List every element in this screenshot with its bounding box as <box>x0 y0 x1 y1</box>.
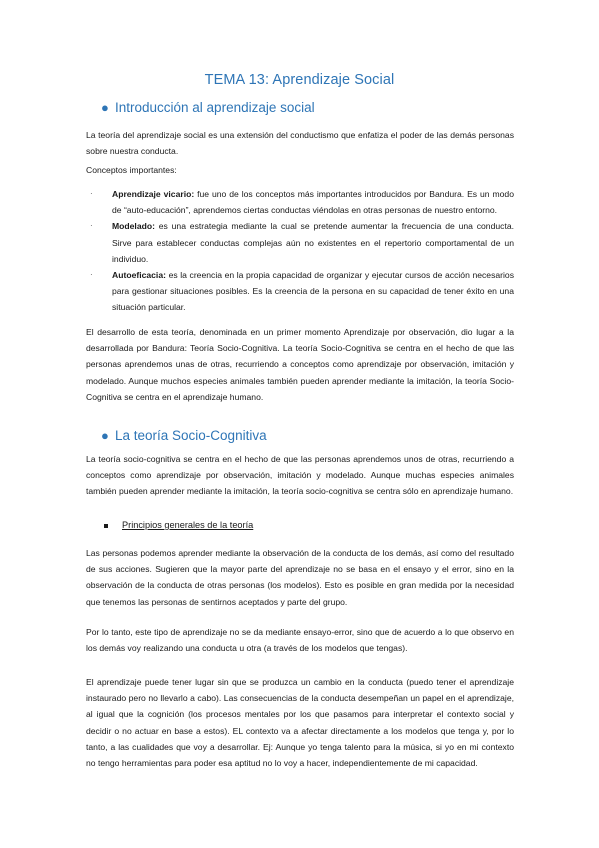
intro-paragraph: La teoría del aprendizaje social es una extensión del conductismo que enfatiza el poder de las demás personas sobre nuestra conducta. <box>86 130 514 157</box>
concepts-list <box>86 186 514 316</box>
concept-text: fue uno de los conceptos más importantes introducidos por Bandura. Es un modo de “auto-educación”, aprendemos ciertas conductas viéndolas en otras personas de nuestro entorno. <box>112 189 514 216</box>
section-heading-socio-cognitive <box>101 428 267 443</box>
subheading-text: Principios generales de la teoría <box>122 520 254 530</box>
list-item <box>86 267 514 316</box>
principles-paragraph-1: Las personas podemos aprender mediante la observación de la conducta de los demás, así como del resultado de sus acciones. Sugieren que la mayor parte del aprendizaje no se basa en el ensayo y el error, sino en la observación de la conducta de otras personas (los modelos). Esto es posible en gran medida por la necesidad que tenemos las personas de sentirnos aceptados y parte del grupo. <box>86 548 514 607</box>
dash-icon: · <box>90 221 93 231</box>
dash-icon: · <box>90 189 93 198</box>
principles-paragraph-2: Por lo tanto, este tipo de aprendizaje no se da mediante ensayo-error, sino que de acuerdo a lo que observo en los demás voy realizando una conducta u otra (a través de los modelos que tengas). <box>86 627 514 654</box>
socio-cognitive-intro: La teoría socio-cognitiva se centra en el hecho de que las personas aprendemos unos de otras, recurriendo a conceptos como aprendizaje por observación, imitación y modelado. Aunque muchas especies animales también pueden aprender mediante la imitación, la teoría socio-cognitiva se centra sólo en aprendizaje humano. <box>86 454 514 497</box>
section-heading-intro <box>101 100 315 115</box>
concept-term: Autoeficacia: <box>112 270 166 281</box>
concept-term: Aprendizaje vicario: <box>112 189 195 199</box>
bullet-icon: ● <box>101 100 109 115</box>
square-bullet-icon <box>104 524 108 528</box>
section-heading-text: Introducción al aprendizaje social <box>115 100 315 115</box>
list-item <box>86 218 514 267</box>
bullet-icon: ● <box>101 428 109 443</box>
principles-paragraph-3: El aprendizaje puede tener lugar sin que se produzca un cambio en la conducta (puedo tener el aprendizaje instaurado pero no llevarlo a cabo). Las consecuencias de la conducta desempeñan un papel en el aprendizaje, al igual que la cognición (los procesos mentales por los que pasamos para interpretar el contexto social y decidir o no actuar en base a estos). EL contexto va a afectar directamente a los modelos que tenga y, por lo tanto, a las cualidades que voy a desarrollar. Ej: Aunque yo tenga talento para la música, si yo en mi contexto no tengo herramientas para poder esa aptitud no lo voy a hacer, independientemente de mi capacidad. <box>86 677 514 769</box>
concepts-label: Conceptos importantes: <box>86 165 177 175</box>
concept-term: Modelado: <box>112 221 155 232</box>
subheading-principles <box>122 520 253 530</box>
document-title: TEMA 13: Aprendizaje Social <box>204 72 395 88</box>
dash-icon: · <box>90 270 93 280</box>
list-item <box>86 186 514 218</box>
concept-text: es una estrategia mediante la cual se pretende aumentar la frecuencia de una conducta. Sirve para establecer conductas complejas aún no existentes en el repertorio comportamental de un individuo. <box>112 221 514 264</box>
concept-text: es la creencia en la propia capacidad de organizar y ejecutar cursos de acción necesarios para gestionar situaciones posibles. Es la creencia de la persona en su capacidad de tener éxito en una situación particular. <box>112 270 514 313</box>
section-heading-text: La teoría Socio-Cognitiva <box>115 428 267 443</box>
development-paragraph: El desarrollo de esta teoría, denominada en un primer momento Aprendizaje por observación, dio lugar a la desarrollada por Bandura: Teoría Socio-Cognitiva. La teoría Socio-Cognitiva se centra en el hecho de que las personas aprendemos unas de otras, recurriendo a conceptos como aprendizaje por observación, imitación y modelado. Aunque muchos especies animales también pueden aprender mediante la imitación, la teoría Socio-Cognitiva se centra en el aprendizaje humano. <box>86 327 514 402</box>
